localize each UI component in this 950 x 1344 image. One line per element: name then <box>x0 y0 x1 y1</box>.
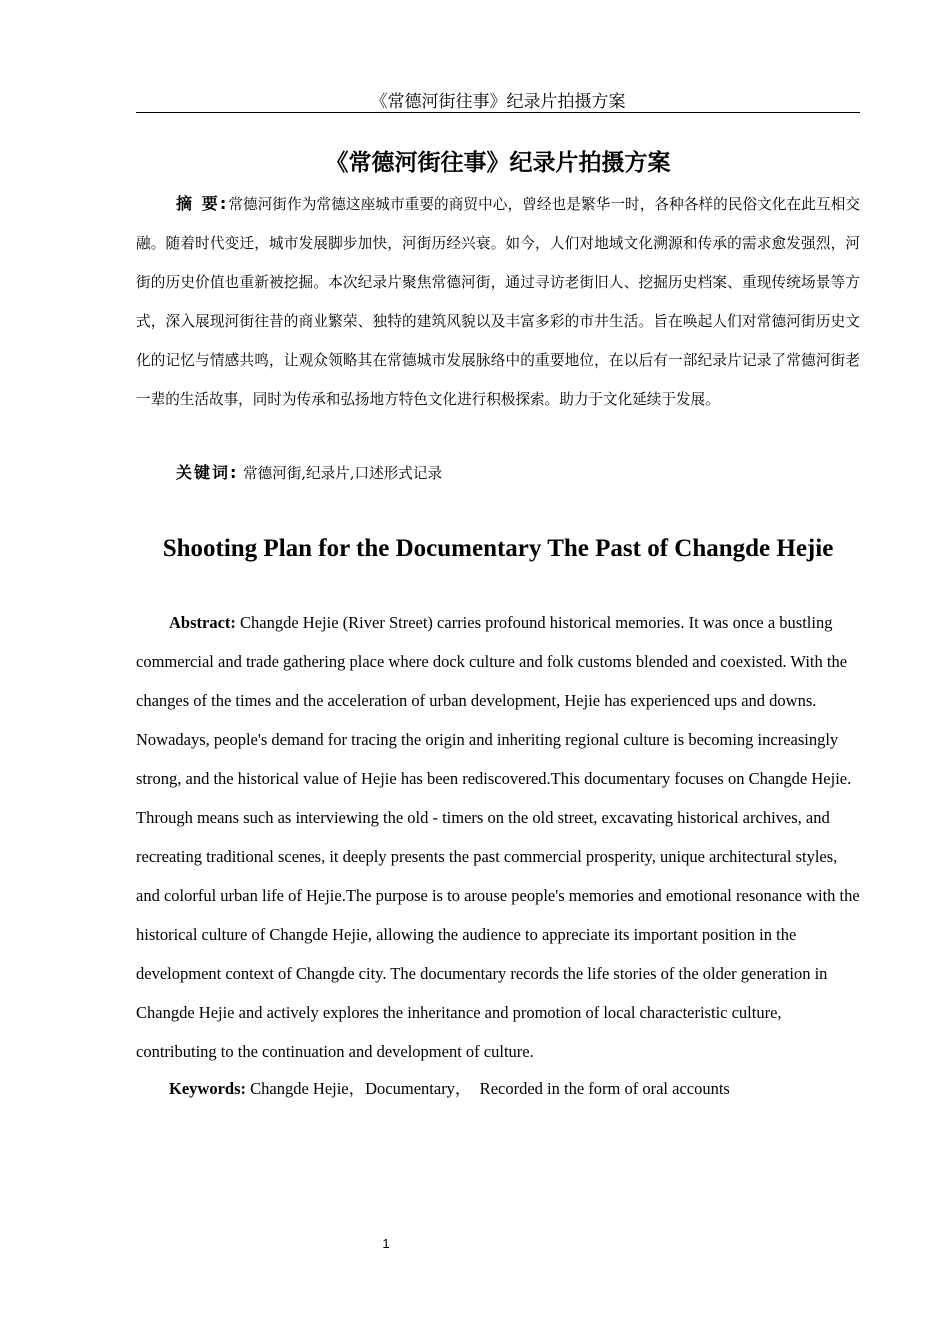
page-number: 1 <box>382 1236 390 1251</box>
chinese-keywords-label: 关键词: <box>176 463 239 482</box>
chinese-keywords-text: 常德河街,纪录片,口述形式记录 <box>243 465 443 482</box>
header-rule <box>136 112 860 113</box>
english-abstract <box>136 603 860 1071</box>
english-keywords <box>169 1072 860 1106</box>
running-header: 《常德河街往事》纪录片拍摄方案 <box>370 92 626 111</box>
english-abstract-text: Changde Hejie (River Street) carries profound historical memories. It was once a bustling commercial and trade gathering place where dock culture and folk customs blended and coexisted. With the changes of the times and the acceleration of urban development, Hejie has experienced ups and downs. Nowadays, people's demand for tracing the origin and inheriting regional culture is becoming increasingly strong, and the historical value of Hejie has been rediscovered.This documentary focuses on Changde Hejie. Through means such as interviewing the old - timers on the old street, excavating historical archives, and recreating traditional scenes, it deeply presents the past commercial prosperity, unique architectural styles, and colorful urban life of Hejie.The purpose is to arouse people's memories and emotional resonance with the historical culture of Changde Hejie, allowing the audience to appreciate its important position in the development context of Changde city. The documentary records the life stories of the older generation in Changde Hejie and actively explores the inheritance and promotion of local characteristic culture, contributing to the continuation and development of culture. <box>136 613 860 1061</box>
english-keywords-label: Keywords: <box>169 1079 246 1098</box>
english-abstract-label: Abstract: <box>169 613 236 632</box>
english-keywords-text: Changde Hejie，Documentary， Recorded in the form of oral accounts <box>250 1079 730 1098</box>
chinese-title: 《常德河街往事》纪录片拍摄方案 <box>325 150 671 176</box>
chinese-abstract <box>136 184 860 419</box>
chinese-keywords <box>176 456 860 491</box>
chinese-abstract-text: 常德河街作为常德这座城市重要的商贸中心，曾经也是繁华一时，各种各样的民俗文化在此互相交融。随着时代变迁，城市发展脚步加快，河街历经兴衰。如今，人们对地域文化溯源和传承的需求愈发强烈，河街的历史价值也重新被挖掘。本次纪录片聚焦常德河街，通过寻访老街旧人、挖掘历史档案、重现传统场景等方式，深入展现河街往昔的商业繁荣、独特的建筑风貌以及丰富多彩的市井生活。旨在唤起人们对常德河街历史文化的记忆与情感共鸣，让观众领略其在常德城市发展脉络中的重要地位，在以后有一部纪录片记录了常德河街老一辈的生活故事，同时为传承和弘扬地方特色文化进行积极探索。助力于文化延续于发展。 <box>136 196 860 408</box>
chinese-abstract-label: 摘 要: <box>176 194 229 213</box>
english-title: Shooting Plan for the Documentary The Past of Changde Hejie <box>162 535 834 562</box>
